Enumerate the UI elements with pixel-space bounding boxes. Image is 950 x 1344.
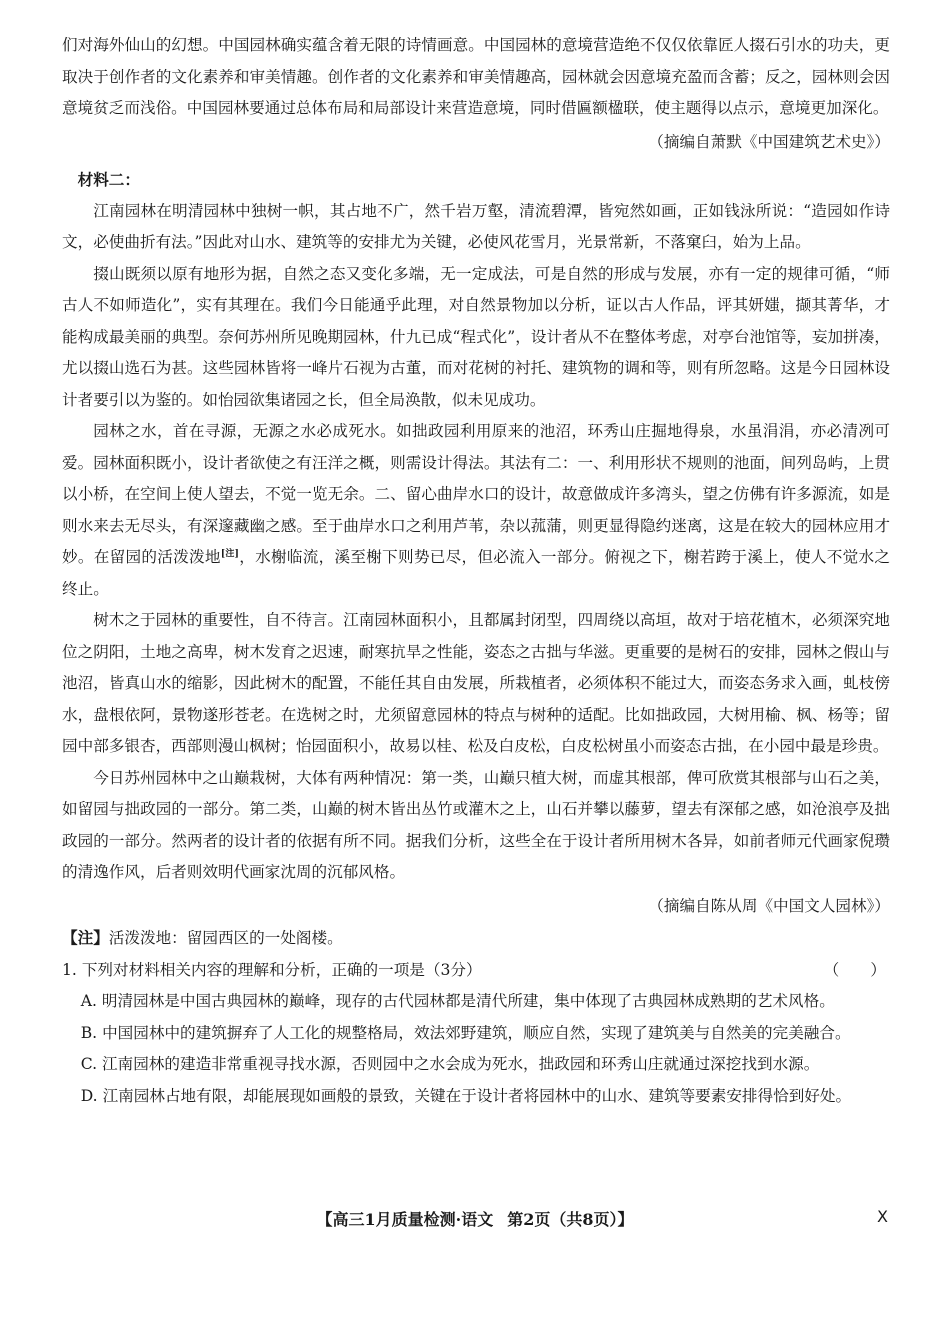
footnote [62,922,890,955]
question-stem: 1. 下列对材料相关内容的理解和分析，正确的一项是（3分） [62,960,482,979]
footer-exam-title: 【高三1月质量检测·语文 [316,1210,494,1229]
option-a: A. 明清园林是中国古典园林的巅峰，现存的古代园林都是清代所建，集中体现了古典园林成熟期的艺术风格。 [80,992,835,1010]
footnote-label: 【注】 [62,928,109,947]
material-one-source: （摘编自萧默《中国建筑艺术史》） [648,132,890,151]
material-two-paragraph-5: 今日苏州园林中之山巅栽树，大体有两种情况：第一类，山巅只植大树，而虚其根部，俾可欣赏其根部与山石之美，如留园与拙政园的一部分。第二类，山巅的树木皆出丛竹或灌木之上，山石并攀以藤萝，望去有深郁之感，如沧浪亭及拙政园的一部分。然两者的设计者的依据有所不同。据我们分析，这些全在于设计者所用树木各异，如前者师元代画家倪瓒的清逸作风，后者则效明代画家沈周的沉郁风格。 [62,768,890,881]
material-one-tail-paragraph: 们对海外仙山的幻想。中国园林确实蕴含着无限的诗情画意。中国园林的意境营造绝不仅仅依靠匠人掇石引水的功夫，更取决于创作者的文化素养和审美情趣。创作者的文化素养和审美情趣高，园林就会因意境充盈而含蓄；反之，园林则会因意境贫乏而浅俗。中国园林要通过总体布局和局部设计来营造意境，同时借匾额楹联，使主题得以点示，意境更加深化。 [62,36,890,117]
material-two-paragraph-2: 掇山既须以原有地形为据，自然之态又变化多端，无一定成法，可是自然的形成与发展，亦有一定的规律可循，“师古人不如师造化”，实有其理在。我们今日能通乎此理，对自然景物加以分析，证以古人作品，评其妍媸，撷其菁华，才能构成最美丽的典型。奈何苏州所见晚期园林，什九已成“程式化”，设计者从不在整体考虑，对亭台池馆等，妄加拼凑，尤以掇山选石为甚。这些园林皆将一峰片石视为古董，而对花树的衬托、建筑物的调和等，则有所忽略。这是今日园林设计者要引以为鉴的。如怡园欲集诸园之长，但全局涣散，似未见成功。 [62,264,890,409]
option-b: B. 中国园林中的建筑摒弃了人工化的规整格局，效法郊野建筑，顺应自然，实现了建筑美与自然美的完美融合。 [80,1023,851,1042]
page-footer [0,1207,950,1230]
footer-page-number: 第2页（共8页）】 [507,1210,634,1229]
material-two-source: （摘编自陈从周《中国文人园林》） [648,896,890,915]
footnote-text: 活泼泼地：留园西区的一处阁楼。 [108,929,343,947]
material-two-paragraph-3 [62,416,890,605]
material-two-paragraph-1: 江南园林在明清园林中独树一帜，其占地不广，然千岩万壑，清流碧潭，皆宛然如画，正如钱泳所说：“造园如作诗文，必使曲折有法。”因此对山水、建筑等的安排尤为关键，必使风花雪月，光景常新，不落窠臼，始为上品。 [62,201,890,251]
page-content [62,30,890,1112]
paragraph-3-part-b: ，水榭临流，溪至榭下则势已尽，但必流入一部分。俯视之下，榭若跨于溪上，使人不觉水之终止。 [62,548,890,598]
question-1 [62,955,890,987]
footnote-marker: [注] [220,548,239,559]
option-c: C. 江南园林的建造非常重视寻找水源，否则园中之水会成为死水，拙政园和环秀山庄就通过深挖找到水源。 [80,1055,820,1073]
material-two-heading: 材料二： [77,170,140,189]
material-two-paragraph-4: 树木之于园林的重要性，自不待言。江南园林面积小，且都属封闭型，四周绕以高垣，故对于培花植木，必须深究地位之阴阳，土地之高卑，树木发育之迟速，耐寒抗旱之性能，姿态之古拙与华滋。更重要的是树石的安排，园林之假山与池沼，皆真山水的缩影，因此树木的配置，不能任其自由发展，所栽植者，必须体积不能过大，而姿态务求入画，虬枝傍水，盘根依阿，景物遂形苍老。在选树之时，尤须留意园林的特点与树种的适配。比如拙政园，大树用榆、枫、杨等；留园中部多银杏，西部则漫山枫树；怡园面积小，故易以桂、松及白皮松，白皮松树虽小而姿态古拙，在小园中最是珍贵。 [62,611,890,755]
answer-parentheses: （ ） [823,960,886,979]
footer-mark: X [877,1207,888,1226]
option-d: D. 江南园林占地有限，却能展现如画般的景致，关键在于设计者将园林中的山水、建筑等要素安排得恰到好处。 [80,1086,852,1105]
paragraph-3-part-a: 园林之水，首在寻源，无源之水必成死水。如拙政园利用原来的池沼，环秀山庄掘地得泉，水虽涓涓，亦必清冽可爱。园林面积既小，设计者欲使之有汪洋之概，则需设计得法。其法有二：一、利用形状不规则的池面，间列岛屿，上贯以小桥，在空间上使人望去，不觉一览无余。二、留心曲岸水口的设计，故意做成许多湾头，望之仿佛有许多源流，如是则水来去无尽头，有深邃藏幽之感。至于曲岸水口之利用芦苇，杂以菰蒲，则更显得隐约迷离，这是在较大的园林应用才妙。在留园的活泼泼地 [62,422,890,566]
